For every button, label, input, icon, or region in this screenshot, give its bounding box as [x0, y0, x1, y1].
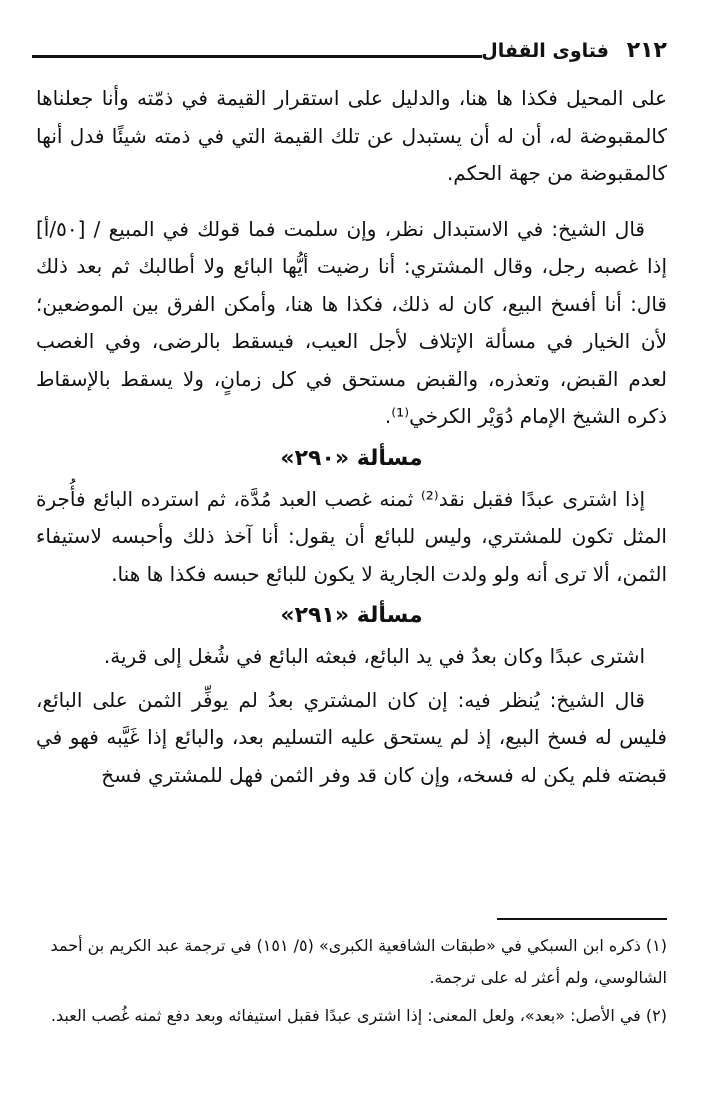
paragraph: قال الشيخ: في الاستبدال نظر، وإن سلمت فما قولك في المبيع / [٥٠/أ] إذا غصبه رجل، وقال المشتري: أنا رضيت أيُّها البائع ولا أطالبك ثم بعد ذلك قال: أنا أفسخ البيع، كان له ذلك، فكذا ها هنا، وأمكن الفرق بين الموضعين؛ لأن الخيار في مسألة الإتلاف لأجل العيب، فيسقط بالرضى، وفي الغصب لعدم القبض، وتعذره، والقبض مستحق في كل زمانٍ، ولا يسقط بالإسقاط ذكره الشيخ الإمام دُوَيْر الكرخي⁽¹⁾.: [36, 216, 667, 428]
footnote: (٢) في الأصل: «بعد»، ولعل المعنى: إذا اشترى عبدًا فقبل استيفائه وبعد دفع ثمنه غُصب العبد.: [50, 1006, 667, 1025]
page-body: [36, 80, 667, 794]
paragraph: قال الشيخ: يُنظر فيه: إن كان المشتري بعدُ لم يوفِّر الثمن على البائع، فليس له فسخ البيع، إذ لم يستحق عليه التسليم بعد، والبائع إذا غَيَّبه فهو في قبضته فلم يكن له فسخه، وإن كان قد وفر الثمن فهل للمشتري فسخ: [36, 687, 667, 787]
paragraph: إذا اشترى عبدًا فقبل نقد⁽²⁾ ثمنه غصب العبد مُدَّة، ثم استرده البائع فأُجرة المثل تكون للمشتري، وليس للبائع أن يقول: أنا آخذ ذلك وأحبسه لاستيفاء الثمن، ألا ترى أنه ولو ولدت الجارية لا يكون للبائع حبسه فكذا ها هنا.: [36, 486, 667, 586]
book-title: فتاوى القفال: [481, 40, 609, 62]
footnote: (١) ذكره ابن السبكي في «طبقات الشافعية الكبرى» (٥/ ١٥١) في ترجمة عبد الكريم بن أحمد الشالوسي، ولم أعثر له على ترجمة.: [50, 936, 667, 987]
section-heading: مسألة «٢٩٠»: [280, 445, 423, 471]
paragraph: على المحيل فكذا ها هنا، والدليل على استقرار القيمة في ذمّته وأنا جعلناها كالمقبوضة له، أن له أن يستبدل عن تلك القيمة التي في ذمته شيئًا فدل أنها كالمقبوضة من جهة الحكم.: [36, 86, 667, 185]
page-header: [32, 38, 667, 68]
section-heading: مسألة «٢٩١»: [280, 603, 423, 628]
footnotes: [36, 930, 667, 1032]
header-rule: [32, 55, 482, 58]
footnote-divider: [497, 918, 667, 920]
paragraph: اشترى عبدًا وكان بعدُ في يد البائع، فبعثه البائع في شُغل إلى قرية.: [103, 644, 645, 668]
page-number: ٢١٢: [626, 38, 667, 63]
